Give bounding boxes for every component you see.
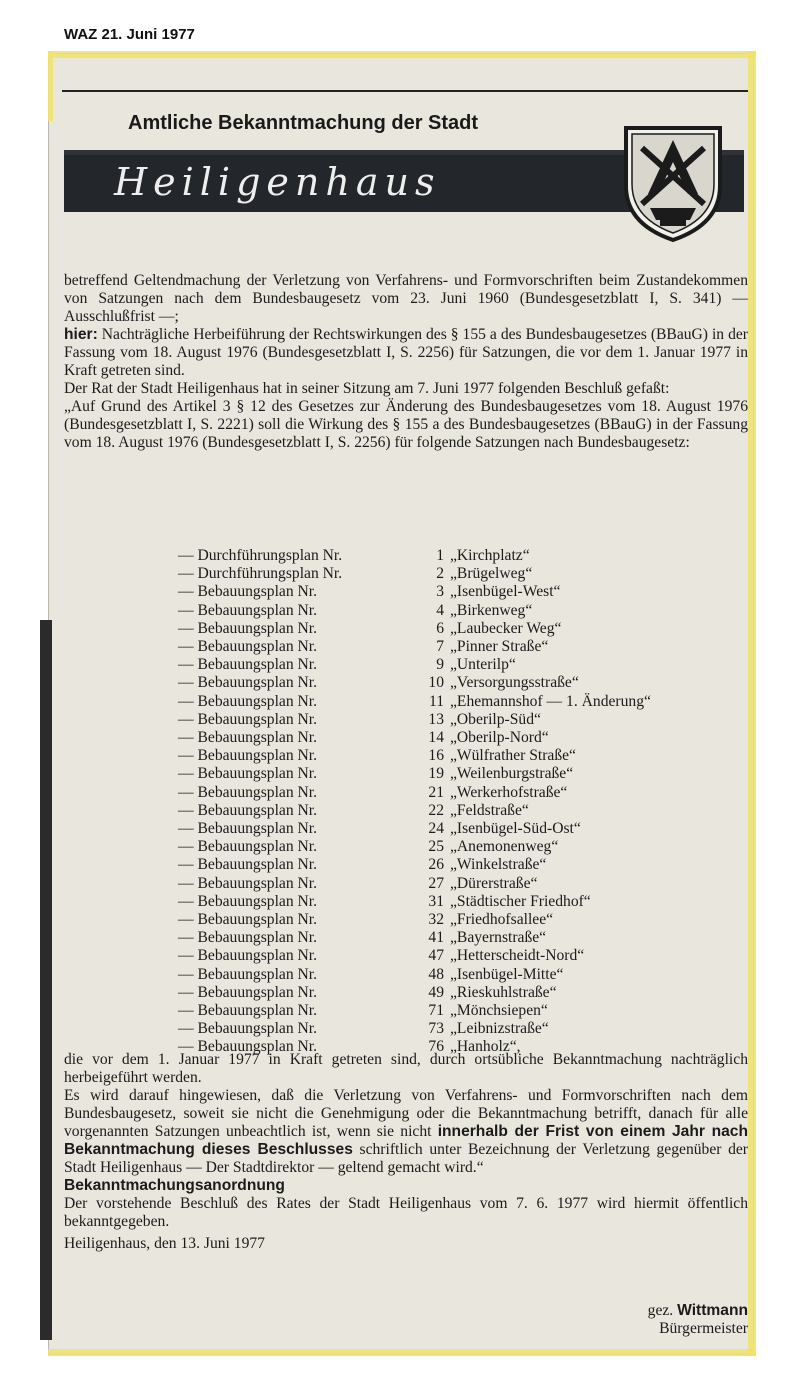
plan-type: — Bebauungsplan Nr. <box>178 1002 318 1020</box>
intro-paragraph-2 <box>64 326 748 380</box>
plan-row <box>178 693 651 711</box>
plan-name: „Bayernstraße“ <box>450 929 547 947</box>
plan-name: „Ehemannshof — 1. Änderung“ <box>450 692 651 710</box>
order-heading: Bekanntmachungsanordnung <box>64 1177 285 1194</box>
plan-type: — Bebauungsplan Nr. <box>178 710 318 728</box>
plan-row <box>178 656 651 674</box>
coat-of-arms-icon <box>620 124 726 244</box>
plan-name: „Friedhofsallee“ <box>450 911 554 929</box>
plan-row <box>178 711 651 729</box>
plan-row <box>178 620 651 638</box>
plan-type: — Bebauungsplan Nr. <box>178 1020 318 1038</box>
plan-number: 76 <box>428 1038 444 1056</box>
plan-name: „Oberilp-Süd“ <box>450 710 541 728</box>
plan-number: 47 <box>428 947 444 965</box>
city-name: Heiligenhaus <box>114 160 441 204</box>
plan-name: „Oberilp-Nord“ <box>450 729 549 747</box>
highlighter-mark-top <box>48 51 756 58</box>
plan-name: „Pinner Straße“ <box>450 638 549 656</box>
closing-paragraph-2-a: Es wird darauf hingewiesen, daß die Verletzung von Verfahrens- und Formvorschriften nach dem Bundesbaugesetz, soweit sie nicht die Genehmigung oder die Bekanntmachung betrifft, danach für alle vorgenannten Satzungen unbeachtlich ist, wenn sie nicht <box>64 1087 748 1140</box>
plan-name: „Werkerhofstraße“ <box>450 783 568 801</box>
plan-type: — Bebauungsplan Nr. <box>178 911 318 929</box>
plan-name: „Anemonenweg“ <box>450 838 559 856</box>
top-rule <box>62 90 748 92</box>
plan-row <box>178 1002 651 1020</box>
plan-number: 48 <box>428 965 444 983</box>
plan-number: 7 <box>436 638 444 656</box>
plan-row <box>178 565 651 583</box>
plan-name: „Leibnizstraße“ <box>450 1020 549 1038</box>
plan-number: 11 <box>428 692 444 710</box>
intro-paragraph-3: Der Rat der Stadt Heiligenhaus hat in seiner Sitzung am 7. Juni 1977 folgenden Beschluß gefaßt: <box>64 380 670 397</box>
plan-number: 21 <box>428 783 444 801</box>
plan-name: „Unterilp“ <box>450 656 516 674</box>
plan-type: — Bebauungsplan Nr. <box>178 692 318 710</box>
plan-name: „Versorgungsstraße“ <box>450 674 579 692</box>
plan-name: „Laubecker Weg“ <box>450 619 562 637</box>
plan-type: — Bebauungsplan Nr. <box>178 1038 318 1056</box>
notice-body <box>64 272 748 452</box>
plan-type: — Durchführungsplan Nr. <box>178 547 343 564</box>
highlighter-mark-left <box>48 51 53 121</box>
plan-row <box>178 893 651 911</box>
closing-paragraph-1: die vor dem 1. Januar 1977 in Kraft getreten sind, durch ortsübliche Bekanntmachung nachträglich herbeigeführt werden. <box>64 1051 748 1086</box>
plan-number: 13 <box>428 710 444 728</box>
plan-row <box>178 602 651 620</box>
plan-number: 22 <box>428 801 444 819</box>
plan-row <box>178 929 651 947</box>
plan-type: — Bebauungsplan Nr. <box>178 729 318 747</box>
notice-heading: Amtliche Bekanntmachung der Stadt <box>128 112 479 134</box>
plan-name: „Isenbügel-Mitte“ <box>450 965 564 983</box>
source-label: WAZ 21. Juni 1977 <box>64 26 195 43</box>
plan-row <box>178 674 651 692</box>
plan-row <box>178 838 651 856</box>
closing-paragraph-3: Der vorstehende Beschluß des Rates der Stadt Heiligenhaus vom 7. 6. 1977 wird hiermit öffentlich bekanntgegeben. <box>64 1195 748 1230</box>
plan-type: — Bebauungsplan Nr. <box>178 856 318 874</box>
plan-type: — Durchführungsplan Nr. <box>178 565 343 583</box>
plan-number: 6 <box>436 619 444 637</box>
plan-number: 41 <box>428 929 444 947</box>
plan-row <box>178 547 651 565</box>
plan-name: „Birkenweg“ <box>450 601 533 619</box>
plan-number: 10 <box>428 674 444 692</box>
intro-paragraph-2-text: Nachträgliche Herbeiführung der Rechtswirkungen des § 155 a des Bundesbaugesetzes (BBauG) in der Fassung vom 18. August 1976 (Bundesgesetzblatt I, S. 2256) für Satzungen, die vor dem 1. Januar 1977 in Kraft getreten sind. <box>64 326 748 379</box>
plan-number: 73 <box>428 1020 444 1038</box>
plan-type: — Bebauungsplan Nr. <box>178 601 318 619</box>
plan-number: 1 <box>436 547 444 564</box>
plan-type: — Bebauungsplan Nr. <box>178 892 318 910</box>
plan-list <box>178 547 651 1057</box>
plan-number: 26 <box>428 856 444 874</box>
plan-type: — Bebauungsplan Nr. <box>178 747 318 765</box>
plan-name: „Isenbügel-West“ <box>450 583 561 601</box>
plan-type: — Bebauungsplan Nr. <box>178 874 318 892</box>
plan-name: „Weilenburgstraße“ <box>450 765 574 783</box>
plan-name: „Isenbügel-Süd-Ost“ <box>450 820 581 838</box>
plan-number: 25 <box>428 838 444 856</box>
plan-row <box>178 638 651 656</box>
plan-row <box>178 856 651 874</box>
signature-name: Wittmann <box>677 1302 748 1319</box>
plan-type: — Bebauungsplan Nr. <box>178 583 318 601</box>
plan-type: — Bebauungsplan Nr. <box>178 820 318 838</box>
signature-prefix: gez. <box>647 1302 674 1319</box>
plan-number: 9 <box>436 656 444 674</box>
plan-number: 31 <box>428 892 444 910</box>
plan-number: 49 <box>428 983 444 1001</box>
signature-line <box>600 1302 748 1320</box>
plan-row <box>178 911 651 929</box>
closing-paragraph-2-b: schriftlich unter Bezeichnung der Verletzung gegenüber der Stadt Heiligenhaus — Der Stadtdirektor — geltend gemacht wird.“ <box>64 1141 748 1176</box>
plan-row <box>178 729 651 747</box>
plan-type: — Bebauungsplan Nr. <box>178 656 318 674</box>
highlighter-mark-bottom <box>48 1349 756 1356</box>
plan-name: „Hanholz“, <box>450 1038 521 1056</box>
plan-type: — Bebauungsplan Nr. <box>178 783 318 801</box>
plan-type: — Bebauungsplan Nr. <box>178 765 318 783</box>
plan-number: 32 <box>428 911 444 929</box>
plan-number: 19 <box>428 765 444 783</box>
plan-row <box>178 747 651 765</box>
plan-name: „Rieskuhlstraße“ <box>450 983 557 1001</box>
place-date: Heiligenhaus, den 13. Juni 1977 <box>64 1235 265 1252</box>
plan-type: — Bebauungsplan Nr. <box>178 638 318 656</box>
plan-type: — Bebauungsplan Nr. <box>178 965 318 983</box>
plan-type: — Bebauungsplan Nr. <box>178 929 318 947</box>
plan-name: „Feldstraße“ <box>450 801 529 819</box>
intro-paragraph-1: betreffend Geltendmachung der Verletzung von Verfahrens- und Formvorschriften beim Zustandekommen von Satzungen nach dem Bundesbaugesetz vom 23. Juni 1960 (Bundesgesetzblatt I, S. 341) — Ausschlußfrist —; <box>64 272 748 325</box>
plan-row <box>178 784 651 802</box>
plan-row <box>178 765 651 783</box>
plan-name: „Kirchplatz“ <box>450 547 530 564</box>
plan-type: — Bebauungsplan Nr. <box>178 947 318 965</box>
plan-number: 4 <box>436 601 444 619</box>
plan-type: — Bebauungsplan Nr. <box>178 838 318 856</box>
highlighter-mark-right <box>748 51 756 1356</box>
plan-name: „Brügelweg“ <box>450 565 533 583</box>
plan-row <box>178 984 651 1002</box>
plan-number: 14 <box>428 729 444 747</box>
plan-number: 2 <box>436 565 444 583</box>
plan-number: 24 <box>428 820 444 838</box>
signature-title: Bürgermeister <box>659 1320 748 1337</box>
plan-row <box>178 583 651 601</box>
signature-block <box>600 1302 748 1338</box>
intro-paragraph-4: „Auf Grund des Artikel 3 § 12 des Gesetzes zur Änderung des Bundesbaugesetzes vom 18. August 1976 (Bundesgesetzblatt I, S. 2221) soll die Wirkung des § 155 a des Bundesbaugesetzes (BBauG) in der Fassung vom 18. August 1976 (Bundesgesetzblatt I, S. 2256) für folgende Satzungen nach Bundesbaugesetz: <box>64 398 748 451</box>
clipping-shadow-edge <box>40 620 52 1340</box>
plan-row <box>178 966 651 984</box>
plan-name: „Hetterscheidt-Nord“ <box>450 947 585 965</box>
plan-type: — Bebauungsplan Nr. <box>178 619 318 637</box>
plan-number: 71 <box>428 1002 444 1020</box>
closing-paragraph-2 <box>64 1087 748 1177</box>
notice-closing <box>64 1051 748 1253</box>
plan-type: — Bebauungsplan Nr. <box>178 983 318 1001</box>
deadline-emphasis: innerhalb der Frist von einem Jahr nach Bekanntmachung dieses Beschlusses <box>64 1123 748 1158</box>
plan-row <box>178 875 651 893</box>
plan-name: „Winkelstraße“ <box>450 856 547 874</box>
plan-number: 3 <box>436 583 444 601</box>
plan-row <box>178 820 651 838</box>
plan-name: „Wülfrather Straße“ <box>450 747 576 765</box>
plan-row <box>178 947 651 965</box>
plan-row <box>178 1020 651 1038</box>
plan-name: „Mönchsiepen“ <box>450 1002 548 1020</box>
plan-name: „Dürerstraße“ <box>450 874 538 892</box>
plan-number: 27 <box>428 874 444 892</box>
plan-row <box>178 802 651 820</box>
plan-number: 16 <box>428 747 444 765</box>
plan-type: — Bebauungsplan Nr. <box>178 801 318 819</box>
plan-type: — Bebauungsplan Nr. <box>178 674 318 692</box>
intro-paragraph-2-label: hier: <box>64 326 98 343</box>
plan-name: „Städtischer Friedhof“ <box>450 892 591 910</box>
